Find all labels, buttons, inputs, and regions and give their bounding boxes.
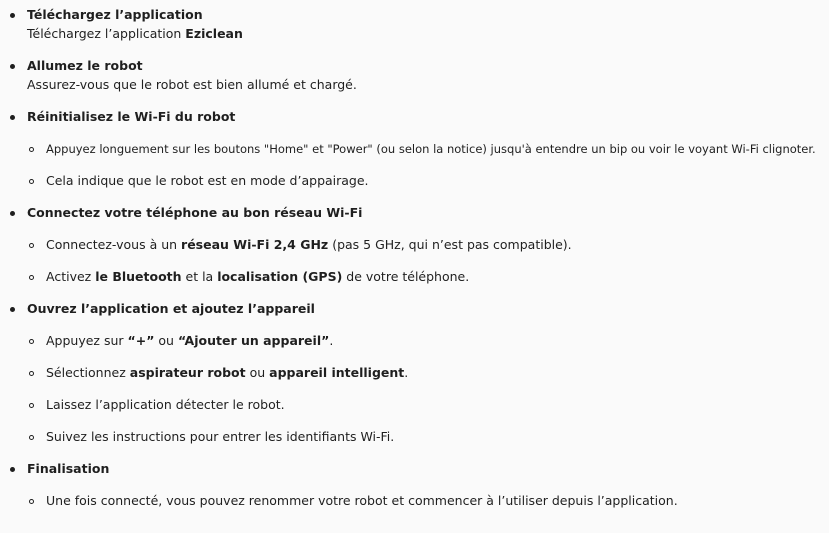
bullet <box>10 13 15 18</box>
sub-bullet <box>29 275 34 280</box>
sub-bullet <box>29 403 34 408</box>
sub-bullet <box>29 243 34 248</box>
section-title: Connectez votre téléphone au bon réseau Wi-Fi <box>27 205 363 220</box>
bullet <box>10 467 15 472</box>
bullet <box>10 307 15 312</box>
section-title: Réinitialisez le Wi-Fi du robot <box>27 109 236 124</box>
list-item: Appuyez longuement sur les boutons "Home" et "Power" (ou selon la notice) jusqu'à entendre un bip ou voir le voyant Wi-Fi clignoter. <box>46 142 816 156</box>
section-title: Téléchargez l’application <box>27 7 203 22</box>
sub-bullet <box>29 179 34 184</box>
list-item: Suivez les instructions pour entrer les identifiants Wi-Fi. <box>46 429 395 444</box>
list-item: Sélectionnez aspirateur robot ou appareil intelligent. <box>46 365 409 380</box>
list-item: Appuyez sur “+” ou “Ajouter un appareil”. <box>46 333 334 348</box>
sub-bullet <box>29 147 34 152</box>
list-item: Activez le Bluetooth et la localisation (GPS) de votre téléphone. <box>46 269 470 284</box>
section-desc: Téléchargez l’application Eziclean <box>27 26 243 41</box>
sub-bullet <box>29 499 34 504</box>
list-item: Cela indique que le robot est en mode d’appairage. <box>46 173 369 188</box>
section-desc: Assurez-vous que le robot est bien allumé et chargé. <box>27 77 357 92</box>
section-title: Ouvrez l’application et ajoutez l’appareil <box>27 301 315 316</box>
bullet <box>10 64 15 69</box>
sub-bullet <box>29 435 34 440</box>
list-item: Laissez l’application détecter le robot. <box>46 397 285 412</box>
section-title: Allumez le robot <box>27 58 143 73</box>
section-title: Finalisation <box>27 461 110 476</box>
sub-bullet <box>29 339 34 344</box>
bullet <box>10 115 15 120</box>
list-item: Connectez-vous à un réseau Wi-Fi 2,4 GHz (pas 5 GHz, qui n’est pas compatible). <box>46 237 572 252</box>
bullet <box>10 211 15 216</box>
list-item: Une fois connecté, vous pouvez renommer votre robot et commencer à l’utiliser depuis l’application. <box>46 493 678 508</box>
sub-bullet <box>29 371 34 376</box>
